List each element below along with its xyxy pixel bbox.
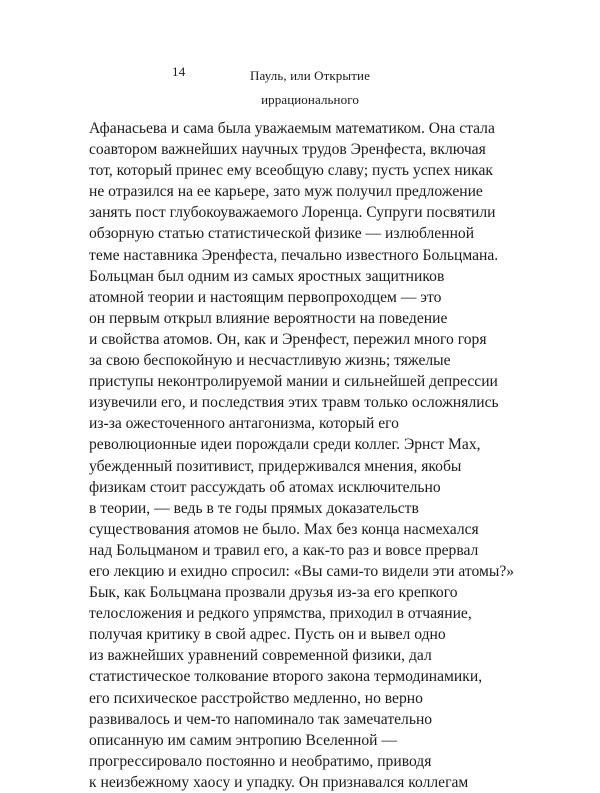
text-line: изувечили его, и последствия этих травм только осложнялись xyxy=(89,394,499,412)
text-line: получая критику в свой адрес. Пусть он и вывел одно xyxy=(89,626,446,644)
text-line: тот, который принес ему всеобщую славу; пусть успех никак xyxy=(89,162,493,180)
text-line: его лекцию и ехидно спросил: «Вы сами-то видели эти атомы?» xyxy=(89,562,515,580)
text-line: существования атомов не было. Мах без конца насмехался xyxy=(89,520,479,538)
text-line: из-за ожесточенного антагонизма, который его xyxy=(89,415,399,433)
text-line: к неизбежному хаосу и упадку. Он признавался коллегам xyxy=(89,773,469,791)
text-line: за свою беспокойную и несчастливую жизнь; тяжелые xyxy=(89,352,451,370)
text-line: не отразился на ее карьере, зато муж получил предложение xyxy=(89,183,483,201)
text-line: и свойства атомов. Он, как и Эренфест, пережил много горя xyxy=(89,330,487,348)
text-line: он первым открыл влияние вероятности на поведение xyxy=(89,309,448,327)
text-line: описанную им самим энтропию Вселенной — xyxy=(89,731,398,749)
text-line: физикам стоит рассуждать об атомах исключительно xyxy=(89,478,441,496)
text-line: в теории, — ведь в те годы прямых доказательств xyxy=(89,499,419,517)
text-line: обзорную статью статистической физике — излюбленной xyxy=(89,225,475,243)
text-line: прогрессировало постоянно и необратимо, приводя xyxy=(89,752,432,770)
text-line: Афанасьева и сама была уважаемым математиком. Она стала xyxy=(89,120,495,137)
text-line: занять пост глубокоуважаемого Лоренца. Супруги посвятили xyxy=(89,204,496,222)
body-text xyxy=(89,118,549,793)
text-line: революционные идеи порождали среди коллег. Эрнст Мах, xyxy=(89,436,481,454)
text-line: развивалось и чем-то напоминало так замечательно xyxy=(89,710,433,728)
page-number: 14 xyxy=(172,64,186,79)
running-header-title xyxy=(250,64,370,112)
text-line: приступы неконтролируемой мании и сильнейшей депрессии xyxy=(89,373,498,391)
text-line: теме наставника Эренфеста, печально известного Больцмана. xyxy=(89,246,499,264)
text-line: атомной теории и настоящим первопроходцем — это xyxy=(89,288,442,306)
text-line: Больцман был одним из самых яростных защитников xyxy=(89,267,445,285)
text-line: над Больцманом и травил его, а как-то раз и вовсе прервал xyxy=(89,541,479,559)
text-line: убежденный позитивист, придерживался мнения, якобы xyxy=(89,457,462,475)
text-line: телосложения и редкого упрямства, приходил в отчаяние, xyxy=(89,605,472,623)
text-line: его психическое расстройство медленно, но верно xyxy=(89,689,423,707)
text-line: соавтором важнейших научных трудов Эренфеста, включая xyxy=(89,141,486,159)
text-line: Бык, как Больцмана прозвали друзья из-за его крепкого xyxy=(89,584,458,602)
text-line: из важнейших уравнений современной физики, дал xyxy=(89,647,432,665)
running-header-line-2: иррационального xyxy=(261,92,359,107)
text-line: статистическое толкование второго закона термодинамики, xyxy=(89,668,483,686)
running-header-line-1: Пауль, или Открытие xyxy=(250,68,370,83)
